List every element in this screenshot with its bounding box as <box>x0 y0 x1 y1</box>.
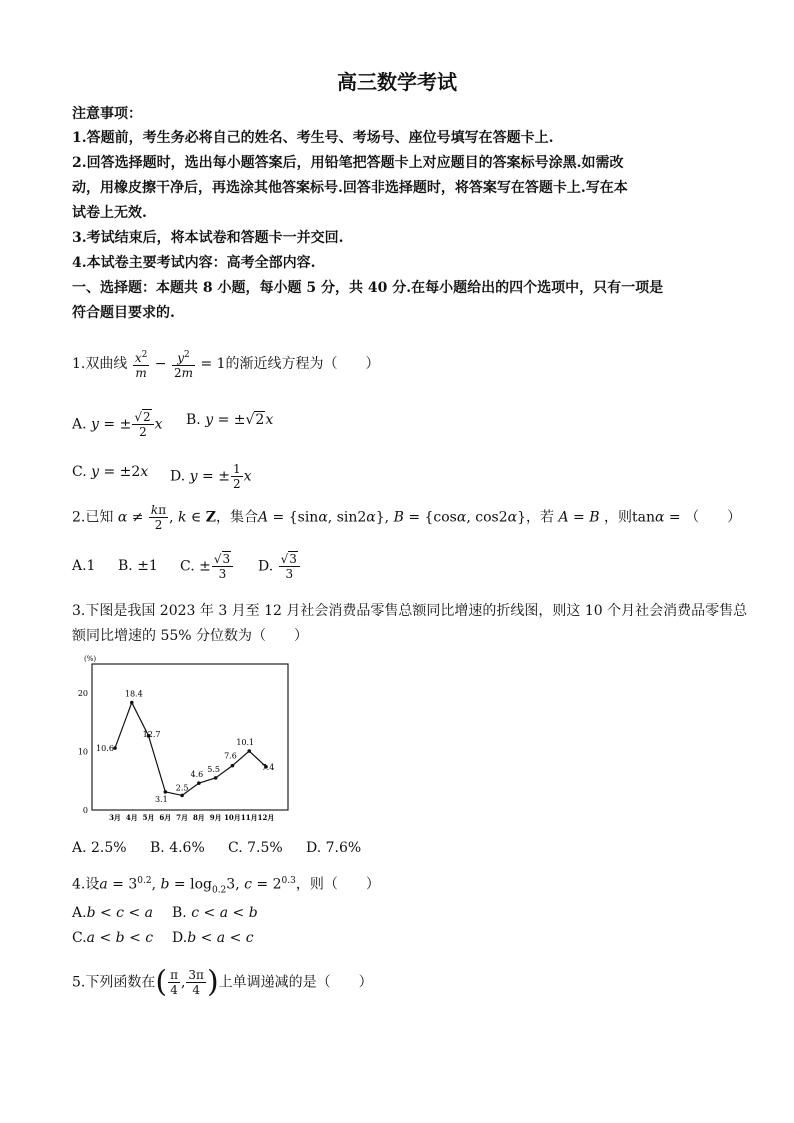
note-2-line-1: 2.回答选择题时，选出每小题答案后，用铅笔把答题卡上对应题目的答案标号涂黑.如需改 <box>72 155 624 171</box>
data-label: 7.4 <box>261 762 275 772</box>
q5-tail: 上单调递减的是（ ） <box>218 974 373 991</box>
question-5-stem: 5.下列函数在( $\frac{\pi}{4}$ , $\frac{3\pi}{4}$ )上单调递减的是（ ） <box>72 964 373 1000</box>
data-label: 5.5 <box>207 764 221 774</box>
x-tick-label: 10月 <box>224 813 241 822</box>
data-point <box>180 794 184 798</box>
q4-option-d[interactable]: D.b < a < c <box>172 930 254 946</box>
question-2-stem: 2.已知 α ≠ $\frac{k\pi}{2}$ , k ∈ Z，集合A = {sinα, sin2α}, B = {cosα, cos2α}，若 A = B ，则tanα = （ ） <box>72 503 742 532</box>
q4-option-a[interactable]: A.b < c < a <box>72 905 154 921</box>
x-tick-label: 9月 <box>209 813 222 822</box>
section-1-intro-line-1: 一、选择题：本题共 8 小题，每小题 5 分，共 40 分.在每小题给出的四个选项中，只有一项是 <box>72 280 664 296</box>
x-tick-label: 5月 <box>142 813 155 822</box>
note-2-line-2: 动，用橡皮擦干净后，再选涂其他答案标号.回答非选择题时，将答案写在答题卡上.写在本 <box>72 180 628 196</box>
q2-option-b[interactable]: B. ±1 <box>118 558 158 574</box>
data-point <box>247 749 251 753</box>
q4-option-c[interactable]: C.a < b < c <box>72 930 154 946</box>
data-point <box>214 776 218 780</box>
y-tick-label: 0 <box>82 806 88 815</box>
q1-suffix: 的渐近线方程为（ ） <box>225 356 380 372</box>
q2-option-c[interactable]: C. ± $\frac{√3}{3}$ <box>180 552 234 581</box>
q3-option-b[interactable]: B. 4.6% <box>150 840 205 856</box>
q1-option-d[interactable]: D. y = ± $\frac{1}{2}$ x <box>170 462 252 491</box>
note-2-line-3: 试卷上无效. <box>72 205 147 221</box>
data-label: 10.6 <box>96 744 114 754</box>
q2-prefix: 2.已知 <box>72 509 114 526</box>
q5-prefix: 5.下列函数在 <box>72 974 156 991</box>
question-4-stem: 4.设$a = 3^{0.2}$, $b = \log_{0.2}3$, $c = 2^{0.3}$，则（ ） <box>72 876 380 896</box>
q3-option-d[interactable]: D. 7.6% <box>306 840 362 856</box>
q2-option-a[interactable]: A.1 <box>72 558 96 574</box>
q2-tail: （ ） <box>685 509 742 526</box>
y-tick-label: 20 <box>77 689 88 699</box>
note-1: 1.答题前，考生务必将自己的姓名、考生号、考场号、座位号填写在答题卡上. <box>72 130 554 146</box>
q3-stem-line-1: 3.下图是我国 2023 年 3 月至 12 月社会消费品零售总额同比增速的折线图，则这 10 个月社会消费品零售总 <box>72 603 748 619</box>
y-tick-label: 10 <box>77 747 88 757</box>
data-point <box>164 790 168 794</box>
x-tick-label: 7月 <box>176 813 189 822</box>
q4-option-b[interactable]: B. c < a < b <box>172 905 258 921</box>
x-tick-label: 12月 <box>257 813 275 822</box>
x-tick-label: 8月 <box>192 813 205 822</box>
q2-if-text: ，若 <box>526 509 554 526</box>
q1-option-c[interactable]: C. y = ±2x <box>72 464 149 480</box>
y-axis-label: (%) <box>84 655 97 663</box>
data-label: 7.6 <box>224 751 237 761</box>
data-label: 10.1 <box>236 738 255 748</box>
chart-frame <box>92 664 288 810</box>
data-label: 12.7 <box>142 729 161 739</box>
data-label: 2.5 <box>175 783 189 793</box>
q1-option-b[interactable]: B. y = ±√2x <box>186 412 274 428</box>
notes-heading: 注意事项： <box>72 106 142 122</box>
q1-fraction-y: $\frac{y^2}{2m}$ <box>173 350 193 380</box>
q2-then-text: ，则 <box>603 509 632 526</box>
q2-set-text: ，集合 <box>215 509 258 526</box>
data-label: 3.1 <box>154 794 168 804</box>
q1-fraction-x: $\frac{x^2}{m}$ <box>134 350 148 380</box>
q3-option-c[interactable]: C. 7.5% <box>228 840 283 856</box>
line-chart <box>70 652 310 827</box>
x-tick-label: 6月 <box>159 813 172 822</box>
q3-stem-line-2: 额同比增速的 55% 分位数为（ ） <box>72 628 309 644</box>
data-point <box>197 781 201 785</box>
data-point <box>130 701 134 705</box>
x-tick-label: 3月 <box>109 813 121 822</box>
q1-prefix: 1.双曲线 <box>72 356 128 372</box>
x-tick-label: 11月 <box>240 813 258 822</box>
data-label: 4.6 <box>190 770 204 780</box>
series-line <box>115 703 266 796</box>
q3-option-a[interactable]: A. 2.5% <box>72 840 127 856</box>
q4-tail: ，则（ ） <box>295 876 380 893</box>
section-1-intro-line-2: 符合题目要求的. <box>72 305 175 321</box>
note-3: 3.考试结束后，将本试卷和答题卡一并交回. <box>72 230 344 246</box>
note-4: 4.本试卷主要考试内容：高考全部内容. <box>72 255 316 271</box>
question-1-stem: 1.双曲线 $\frac{x^2}{m}$ − $\frac{y^2}{2m}$ = 1的渐近线方程为（ ） <box>72 350 380 380</box>
q1-option-a[interactable]: A. y = ± $\frac{√2}{2}$ x <box>72 410 163 439</box>
q4-prefix: 4.设 <box>72 876 100 893</box>
data-label: 18.4 <box>124 689 143 699</box>
data-point <box>231 764 235 768</box>
x-tick-label: 4月 <box>125 813 138 822</box>
page-title: 高三数学考试 <box>337 70 457 94</box>
q2-option-d[interactable]: D. $\frac{√3}{3}$ <box>258 552 301 581</box>
